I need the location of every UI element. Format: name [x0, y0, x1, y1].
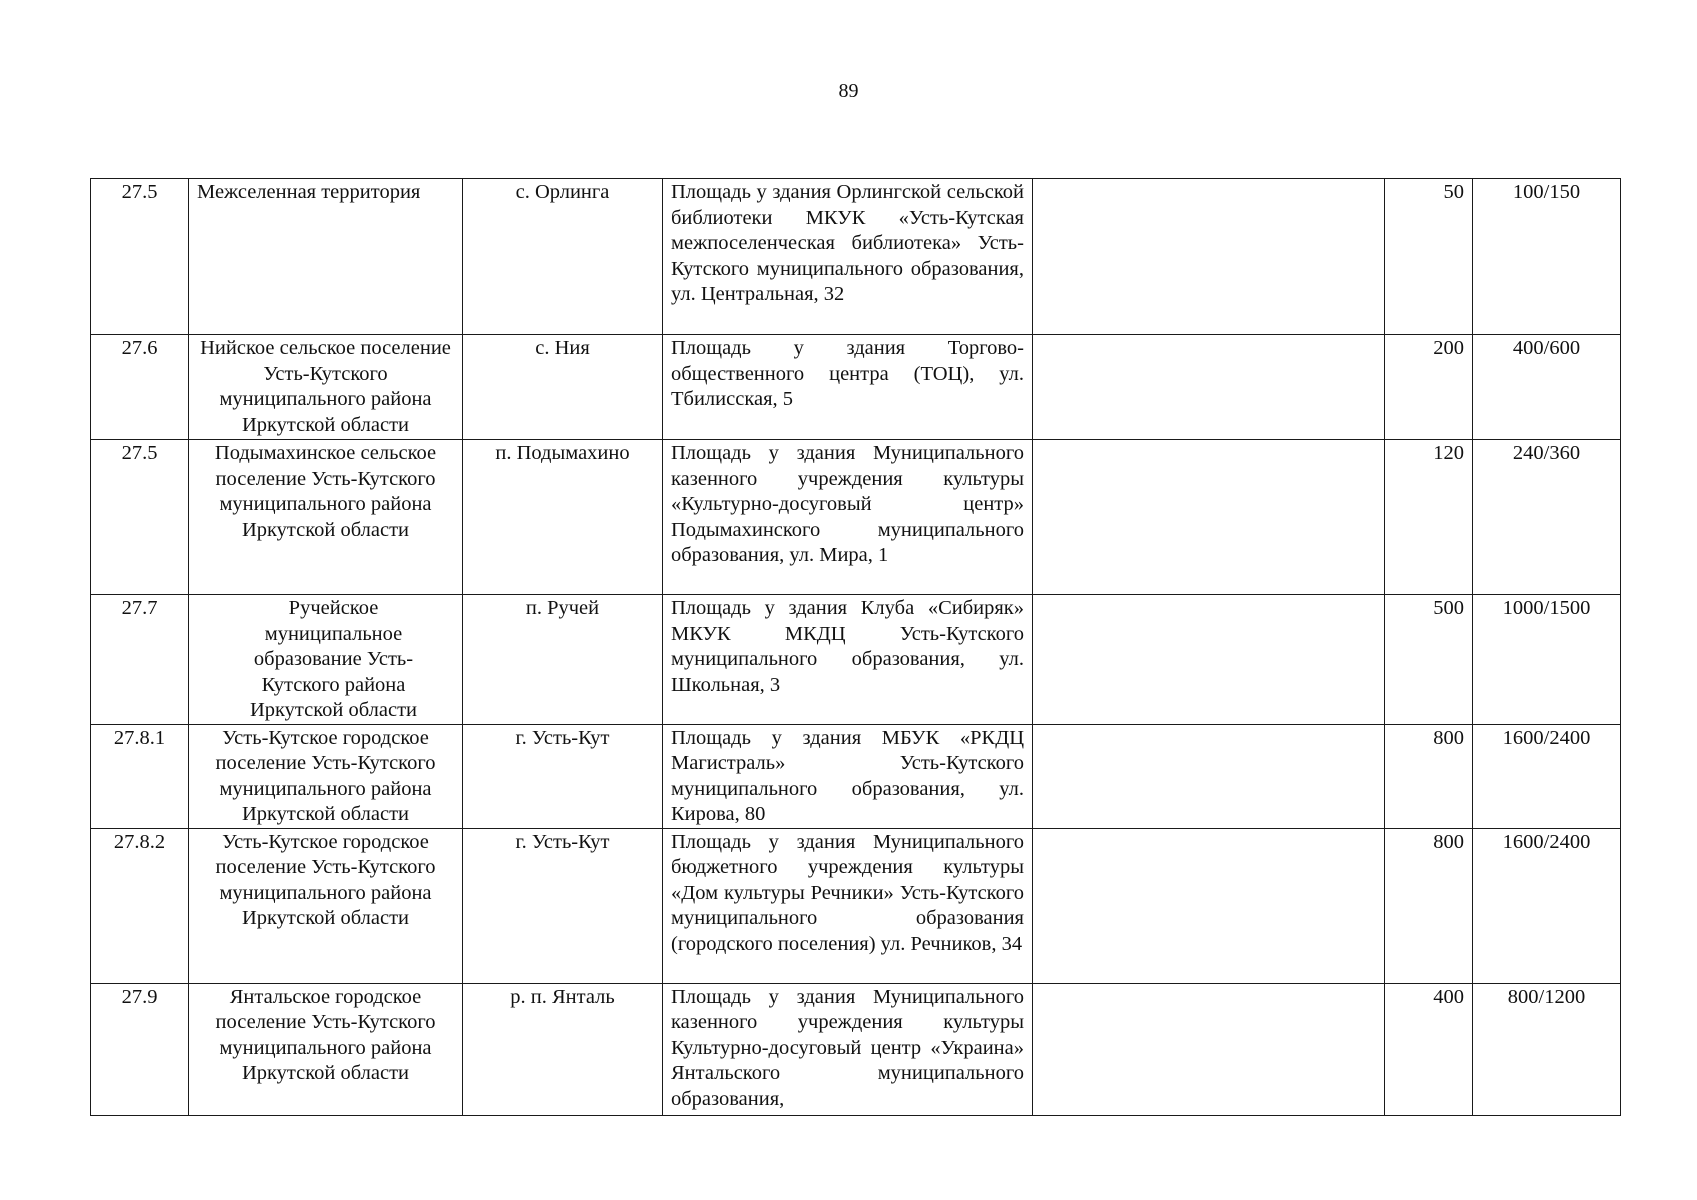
empty-cell — [1033, 335, 1385, 440]
municipality-cell: Усть-Кутское городское поселение Усть-Кутского муниципального района Иркутской области — [189, 724, 463, 828]
empty-cell — [1033, 179, 1385, 335]
place-cell: Площадь у здания Муниципального бюджетного учреждения культуры «Дом культуры Речники» Усть-Кутского муниципального образования (городского поселения) ул. Речников, 34 — [663, 828, 1033, 983]
municipality-cell: Нийское сельское поселение Усть-Кутского муниципального района Иркутской области — [189, 335, 463, 440]
ratio-cell: 800/1200 — [1473, 983, 1621, 1115]
capacity-cell: 800 — [1385, 828, 1473, 983]
settlement-cell: с. Ния — [463, 335, 663, 440]
row-number: 27.8.2 — [91, 828, 189, 983]
municipality-cell: Янтальское городское поселение Усть-Кутского муниципального района Иркутской области — [189, 983, 463, 1115]
ratio-cell: 1600/2400 — [1473, 724, 1621, 828]
empty-cell — [1033, 440, 1385, 595]
row-number: 27.6 — [91, 335, 189, 440]
row-number: 27.7 — [91, 595, 189, 725]
place-cell: Площадь у здания МБУК «РКДЦ Магистраль» Усть-Кутского муниципального образования, ул. Кирова, 80 — [663, 724, 1033, 828]
municipality-cell: Подымахинское сельское поселение Усть-Кутского муниципального района Иркутской области — [189, 440, 463, 595]
municipality-cell: Межселенная территория — [189, 179, 463, 335]
capacity-cell: 400 — [1385, 983, 1473, 1115]
table-row — [91, 440, 1621, 595]
table-row — [91, 724, 1621, 828]
settlement-cell: с. Орлинга — [463, 179, 663, 335]
place-cell: Площадь у здания Клуба «Сибиряк» МКУК МКДЦ Усть-Кутского муниципального образования, ул. Школьная, 3 — [663, 595, 1033, 725]
place-cell: Площадь у здания Торгово-общественного центра (ТОЦ), ул. Тбилисская, 5 — [663, 335, 1033, 440]
empty-cell — [1033, 724, 1385, 828]
settlement-cell: г. Усть-Кут — [463, 724, 663, 828]
page-number: 89 — [838, 80, 859, 102]
capacity-cell: 120 — [1385, 440, 1473, 595]
ratio-cell: 1600/2400 — [1473, 828, 1621, 983]
row-number: 27.9 — [91, 983, 189, 1115]
settlement-cell: п. Подымахино — [463, 440, 663, 595]
row-number: 27.8.1 — [91, 724, 189, 828]
settlement-cell: п. Ручей — [463, 595, 663, 725]
table-row — [91, 179, 1621, 335]
empty-cell — [1033, 595, 1385, 725]
row-number: 27.5 — [91, 440, 189, 595]
ratio-cell: 240/360 — [1473, 440, 1621, 595]
ratio-cell: 100/150 — [1473, 179, 1621, 335]
evacuation-points-table — [90, 178, 1621, 1116]
empty-cell — [1033, 983, 1385, 1115]
empty-cell — [1033, 828, 1385, 983]
capacity-cell: 500 — [1385, 595, 1473, 725]
settlement-cell: р. п. Янталь — [463, 983, 663, 1115]
settlement-cell: г. Усть-Кут — [463, 828, 663, 983]
place-cell: Площадь у здания Муниципального казенного учреждения культуры «Культурно-досуговый центр» Подымахинского муниципального образования, ул. Мира, 1 — [663, 440, 1033, 595]
table-row — [91, 595, 1621, 725]
capacity-cell: 800 — [1385, 724, 1473, 828]
table-row — [91, 335, 1621, 440]
place-cell: Площадь у здания Орлингской сельской библиотеки МКУК «Усть-Кутская межпоселенческая библиотека» Усть-Кутского муниципального образования, ул. Центральная, 32 — [663, 179, 1033, 335]
row-number: 27.5 — [91, 179, 189, 335]
capacity-cell: 50 — [1385, 179, 1473, 335]
municipality-cell: Ручейское муниципальное образование Усть-Кутского района Иркутской области — [189, 595, 463, 725]
ratio-cell: 1000/1500 — [1473, 595, 1621, 725]
ratio-cell: 400/600 — [1473, 335, 1621, 440]
capacity-cell: 200 — [1385, 335, 1473, 440]
table-row — [91, 983, 1621, 1115]
municipality-cell: Усть-Кутское городское поселение Усть-Кутского муниципального района Иркутской области — [189, 828, 463, 983]
place-cell: Площадь у здания Муниципального казенного учреждения культуры Культурно-досуговый центр «Украина» Янтальского муниципального образования, — [663, 983, 1033, 1115]
table-row — [91, 828, 1621, 983]
